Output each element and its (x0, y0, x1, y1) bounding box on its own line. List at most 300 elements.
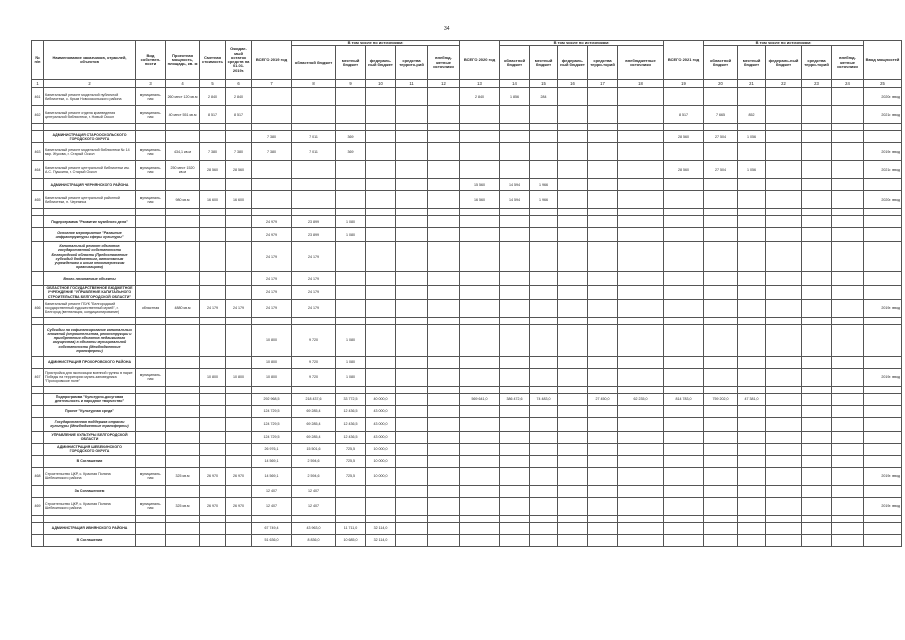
value-cell (588, 443, 618, 455)
value-cell (832, 497, 864, 515)
empty-cell (530, 209, 558, 216)
value-cell: 27 504 (704, 161, 738, 179)
value-cell (428, 485, 460, 497)
value-cell (558, 131, 588, 143)
value-cell (704, 368, 738, 386)
column-number: 1 (32, 80, 44, 88)
value-cell (664, 143, 704, 161)
value-cell (366, 228, 396, 242)
column-number: 19 (664, 80, 704, 88)
value-cell (618, 143, 664, 161)
value-cell (500, 242, 530, 272)
empty-cell (558, 515, 588, 522)
value-cell: 8 517 (200, 106, 226, 124)
value-cell (558, 443, 588, 455)
group-row (32, 242, 902, 272)
value-cell (832, 522, 864, 534)
ownership-cell (136, 272, 166, 286)
empty-cell (366, 209, 396, 216)
group-row (32, 324, 902, 356)
value-cell (802, 179, 832, 191)
value-cell: 28 560 (664, 161, 704, 179)
row-number (32, 179, 44, 191)
value-cell (366, 242, 396, 272)
value-cell (428, 455, 460, 467)
value-cell (832, 368, 864, 386)
value-cell (500, 431, 530, 443)
header-sources-2020: В том числе по источникам: (500, 41, 664, 46)
value-cell (530, 368, 558, 386)
value-cell: 16 560 (460, 191, 500, 209)
row-number (32, 485, 44, 497)
ownership-cell (136, 228, 166, 242)
value-cell (766, 497, 802, 515)
empty-cell (832, 317, 864, 324)
value-cell (500, 356, 530, 368)
value-cell (530, 286, 558, 300)
value-cell (500, 106, 530, 124)
value-cell (588, 534, 618, 546)
value-cell (530, 356, 558, 368)
value-cell (832, 216, 864, 228)
value-cell (832, 356, 864, 368)
value-cell (832, 455, 864, 467)
value-cell (530, 299, 558, 317)
empty-cell (44, 515, 136, 522)
value-cell (396, 368, 428, 386)
empty-cell (618, 317, 664, 324)
empty-cell (588, 124, 618, 131)
value-cell (664, 179, 704, 191)
empty-cell (588, 515, 618, 522)
value-cell (832, 131, 864, 143)
value-cell (428, 88, 460, 106)
value-cell (530, 522, 558, 534)
value-cell (200, 455, 226, 467)
value-cell (704, 417, 738, 431)
header-territory-2: средства терри-торий (588, 46, 618, 80)
empty-cell (136, 209, 166, 216)
value-cell: 1 856 (500, 88, 530, 106)
value-cell (396, 286, 428, 300)
value-cell (292, 191, 336, 209)
ownership-cell (136, 356, 166, 368)
value-cell (802, 161, 832, 179)
empty-cell (618, 386, 664, 393)
empty-cell (588, 209, 618, 216)
empty-cell (44, 124, 136, 131)
empty-cell (664, 317, 704, 324)
value-cell (618, 443, 664, 455)
value-cell (618, 324, 664, 356)
value-cell (226, 356, 252, 368)
value-cell (460, 228, 500, 242)
value-cell (336, 485, 366, 497)
empty-cell (366, 317, 396, 324)
empty-cell (336, 317, 366, 324)
value-cell: 24 179 (252, 299, 292, 317)
empty-cell (44, 317, 136, 324)
group-row (32, 405, 902, 417)
group-row (32, 393, 902, 405)
value-cell (704, 534, 738, 546)
header-federal-3: федераль-ный бюджет (766, 46, 802, 80)
ownership-cell: муниципаль-ная (136, 88, 166, 106)
header-regional-2: областной бюджет (500, 46, 530, 80)
empty-cell (704, 317, 738, 324)
value-cell (428, 522, 460, 534)
row-name: Строительство ЦКР, с. Красная Поляна Шебекинского района (44, 497, 136, 515)
capacity-cell (166, 272, 200, 286)
value-cell (558, 417, 588, 431)
value-cell (738, 497, 766, 515)
value-cell: 27 450,0 (588, 393, 618, 405)
row-number (32, 393, 44, 405)
empty-cell (44, 386, 136, 393)
value-cell: 11 711,0 (336, 522, 366, 534)
empty-cell (226, 317, 252, 324)
value-cell (618, 88, 664, 106)
value-cell: 369 (336, 131, 366, 143)
value-cell (766, 242, 802, 272)
value-cell: 10 685,0 (336, 534, 366, 546)
empty-cell (704, 386, 738, 393)
ownership-cell (136, 131, 166, 143)
value-cell (500, 272, 530, 286)
value-cell (766, 228, 802, 242)
value-cell (802, 393, 832, 405)
value-cell (558, 455, 588, 467)
value-cell (428, 534, 460, 546)
empty-cell (366, 515, 396, 522)
value-cell (200, 179, 226, 191)
capacity-cell (166, 443, 200, 455)
value-cell: 67 749,4 (252, 522, 292, 534)
value-cell (428, 242, 460, 272)
value-cell (200, 443, 226, 455)
value-cell (366, 485, 396, 497)
value-cell (500, 161, 530, 179)
value-cell (500, 324, 530, 356)
commission-cell: 2021г. ввод (864, 161, 902, 179)
value-cell: 10 800 (226, 368, 252, 386)
header-total-2021: ВСЕГО 2021 год (664, 41, 704, 80)
value-cell: 43 000,0 (366, 417, 396, 431)
empty-cell (832, 515, 864, 522)
empty-cell (396, 209, 428, 216)
value-cell (226, 405, 252, 417)
value-cell (530, 443, 558, 455)
value-cell (832, 405, 864, 417)
row-name: Пристройка для экспозиции военной группы в парке Победы на территории музея-заповедника "Прохоровское поле" (44, 368, 136, 386)
value-cell: 10 800 (252, 356, 292, 368)
value-cell (500, 455, 530, 467)
group-row (32, 131, 902, 143)
empty-cell (200, 515, 226, 522)
row-name: Проект "Культурная среда" (44, 405, 136, 417)
empty-cell (460, 515, 500, 522)
value-cell (460, 431, 500, 443)
value-cell (738, 324, 766, 356)
value-cell (500, 368, 530, 386)
value-cell (200, 485, 226, 497)
value-cell (336, 106, 366, 124)
ownership-cell (136, 216, 166, 228)
capacity-cell: 325 кв.м (166, 497, 200, 515)
empty-cell (428, 317, 460, 324)
row-number: 461 (32, 88, 44, 106)
value-cell: 1 056 (738, 131, 766, 143)
commission-cell (864, 443, 902, 455)
empty-cell (530, 124, 558, 131)
value-cell (588, 242, 618, 272)
value-cell (832, 191, 864, 209)
capacity-cell (166, 431, 200, 443)
value-cell (766, 216, 802, 228)
value-cell: 814 783,0 (664, 393, 704, 405)
value-cell (588, 467, 618, 485)
empty-cell (428, 515, 460, 522)
value-cell: 16 600 (200, 191, 226, 209)
value-cell (664, 88, 704, 106)
header-offbudget-3: внебюд-жетные источники (832, 46, 864, 80)
empty-cell (500, 317, 530, 324)
value-cell (766, 368, 802, 386)
value-cell (460, 242, 500, 272)
value-cell (366, 272, 396, 286)
value-cell: 23 899 (292, 216, 336, 228)
value-cell (292, 161, 336, 179)
empty-cell (618, 515, 664, 522)
value-cell (460, 161, 500, 179)
page-number: 34 (444, 26, 450, 32)
table-row (32, 368, 902, 386)
header-sources-2019: В том числе по источникам: (292, 41, 460, 46)
empty-cell (428, 209, 460, 216)
capacity-cell: 250 мест 1520 кв.м (166, 161, 200, 179)
value-cell: 1 080 (336, 216, 366, 228)
value-cell (336, 497, 366, 515)
value-cell (832, 393, 864, 405)
empty-cell (166, 317, 200, 324)
row-number (32, 534, 44, 546)
value-cell (738, 179, 766, 191)
row-name: Государственная поддержка отрасли культуры (Межбюджетные трансферты) (44, 417, 136, 431)
value-cell: 8 836,0 (292, 534, 336, 546)
value-cell (588, 522, 618, 534)
value-cell (460, 286, 500, 300)
value-cell (802, 143, 832, 161)
row-number (32, 324, 44, 356)
table-row (32, 143, 902, 161)
row-name: Капитальный ремонт центральной библиотеки им. А.С. Пушкина, г. Старый Оскол (44, 161, 136, 179)
empty-cell (864, 386, 902, 393)
value-cell (832, 443, 864, 455)
column-number: 12 (428, 80, 460, 88)
value-cell (588, 405, 618, 417)
value-cell (766, 106, 802, 124)
value-cell (588, 106, 618, 124)
row-name: ОБЛАСТНОЕ ГОСУДАРСТВЕННОЕ БЮДЖЕТНОЕ УЧРЕЖДЕНИЕ "УПРАВЛЕНИЕ КАПИТАЛЬНОГО СТРОИТЕЛЬСТВА БЕЛГОРОДСКОЙ ОБЛАСТИ" (44, 286, 136, 300)
value-cell (226, 431, 252, 443)
value-cell (292, 88, 336, 106)
value-cell: 28 560 (200, 161, 226, 179)
table-row (32, 497, 902, 515)
value-cell (366, 143, 396, 161)
value-cell (396, 216, 428, 228)
capacity-cell (166, 356, 200, 368)
commission-cell (864, 286, 902, 300)
value-cell (802, 88, 832, 106)
empty-cell (802, 124, 832, 131)
value-cell (428, 368, 460, 386)
value-cell: 28 560 (226, 161, 252, 179)
value-cell (704, 485, 738, 497)
value-cell (366, 131, 396, 143)
empty-cell (664, 124, 704, 131)
capacity-cell: 325 кв.м (166, 467, 200, 485)
row-name: АДМИНИСТРАЦИЯ ПРОХОРОВСКОГО РАЙОНА (44, 356, 136, 368)
row-name: Капитальный ремонт объектов государственной собственности Белгородской области (Предоставление субсидий бюджетным, автономным учреждениям и иным некоммерческим организациям) (44, 242, 136, 272)
value-cell: 386 472,6 (500, 393, 530, 405)
value-cell (226, 443, 252, 455)
value-cell: 32 114,0 (366, 522, 396, 534)
row-number (32, 228, 44, 242)
value-cell: 47 381,0 (738, 393, 766, 405)
table-row (32, 88, 902, 106)
value-cell (200, 417, 226, 431)
commission-cell (864, 272, 902, 286)
value-cell (336, 299, 366, 317)
value-cell (738, 455, 766, 467)
value-cell (428, 228, 460, 242)
value-cell: 33 772,5 (336, 393, 366, 405)
value-cell: 218 437,6 (292, 393, 336, 405)
empty-cell (460, 317, 500, 324)
commission-cell (864, 356, 902, 368)
column-number: 25 (864, 80, 902, 88)
commission-cell (864, 324, 902, 356)
capacity-cell: 4880 кв.м (166, 299, 200, 317)
value-cell (832, 88, 864, 106)
header-total-2020: ВСЕГО 2020 год (460, 41, 500, 80)
value-cell (738, 534, 766, 546)
value-cell (200, 522, 226, 534)
value-cell (618, 299, 664, 317)
value-cell: 14 594 (500, 179, 530, 191)
value-cell (802, 228, 832, 242)
value-cell (588, 131, 618, 143)
row-number (32, 242, 44, 272)
ownership-cell: муниципаль-ная (136, 106, 166, 124)
row-name: Капитальный ремонт ГБУК "Белгородский государственный художественный музей", г. Белгород (вентиляция, кондиционирование) (44, 299, 136, 317)
value-cell (618, 191, 664, 209)
value-cell (802, 522, 832, 534)
value-cell (738, 143, 766, 161)
value-cell (738, 286, 766, 300)
value-cell: 24 179 (200, 299, 226, 317)
row-name: Капитальный ремонт модельной публичной библиотеки, с. Крым Новооскольского района (44, 88, 136, 106)
row-number: 462 (32, 106, 44, 124)
value-cell (460, 143, 500, 161)
value-cell (588, 216, 618, 228)
value-cell (500, 534, 530, 546)
row-number (32, 522, 44, 534)
value-cell (226, 216, 252, 228)
value-cell (530, 485, 558, 497)
value-cell (428, 443, 460, 455)
value-cell: 62 235,0 (618, 393, 664, 405)
value-cell: 1 056 (738, 161, 766, 179)
value-cell (802, 131, 832, 143)
empty-cell (738, 386, 766, 393)
value-cell: 24 179 (292, 286, 336, 300)
value-cell (460, 467, 500, 485)
commission-cell (864, 393, 902, 405)
capacity-cell: 40 мест 551 кв.м (166, 106, 200, 124)
value-cell (558, 143, 588, 161)
value-cell (704, 228, 738, 242)
value-cell: 24 979 (252, 228, 292, 242)
value-cell (832, 106, 864, 124)
group-row (32, 534, 902, 546)
value-cell (396, 299, 428, 317)
value-cell: 7 380 (252, 131, 292, 143)
ownership-cell (136, 522, 166, 534)
value-cell (460, 216, 500, 228)
value-cell (618, 467, 664, 485)
value-cell: 1 966 (530, 191, 558, 209)
empty-cell (32, 124, 44, 131)
value-cell (558, 324, 588, 356)
value-cell: 284 (530, 88, 558, 106)
value-cell (530, 405, 558, 417)
value-cell (558, 106, 588, 124)
value-cell (802, 286, 832, 300)
value-cell (832, 179, 864, 191)
empty-cell (588, 317, 618, 324)
column-number: 15 (530, 80, 558, 88)
value-cell (460, 324, 500, 356)
empty-cell (832, 209, 864, 216)
value-cell (252, 179, 292, 191)
value-cell (460, 497, 500, 515)
value-cell (618, 368, 664, 386)
capacity-cell (166, 324, 200, 356)
empty-cell (396, 317, 428, 324)
value-cell (428, 393, 460, 405)
value-cell (558, 161, 588, 179)
value-cell: 1 080 (336, 324, 366, 356)
value-cell (766, 88, 802, 106)
capacity-cell: 980 кв.м (166, 191, 200, 209)
value-cell: 725,5 (336, 455, 366, 467)
value-cell (766, 191, 802, 209)
value-cell (366, 179, 396, 191)
commission-cell: 2019г. ввод (864, 299, 902, 317)
group-row (32, 228, 902, 242)
value-cell (200, 431, 226, 443)
value-cell (766, 431, 802, 443)
value-cell (802, 467, 832, 485)
value-cell: 725,5 (336, 443, 366, 455)
value-cell (588, 324, 618, 356)
value-cell (558, 242, 588, 272)
value-cell (664, 534, 704, 546)
value-cell (366, 299, 396, 317)
row-name: АДМИНИСТРАЦИЯ СТАРООСКОЛЬСКОГО ГОРОДСКОГО ОКРУГА (44, 131, 136, 143)
value-cell (336, 242, 366, 272)
